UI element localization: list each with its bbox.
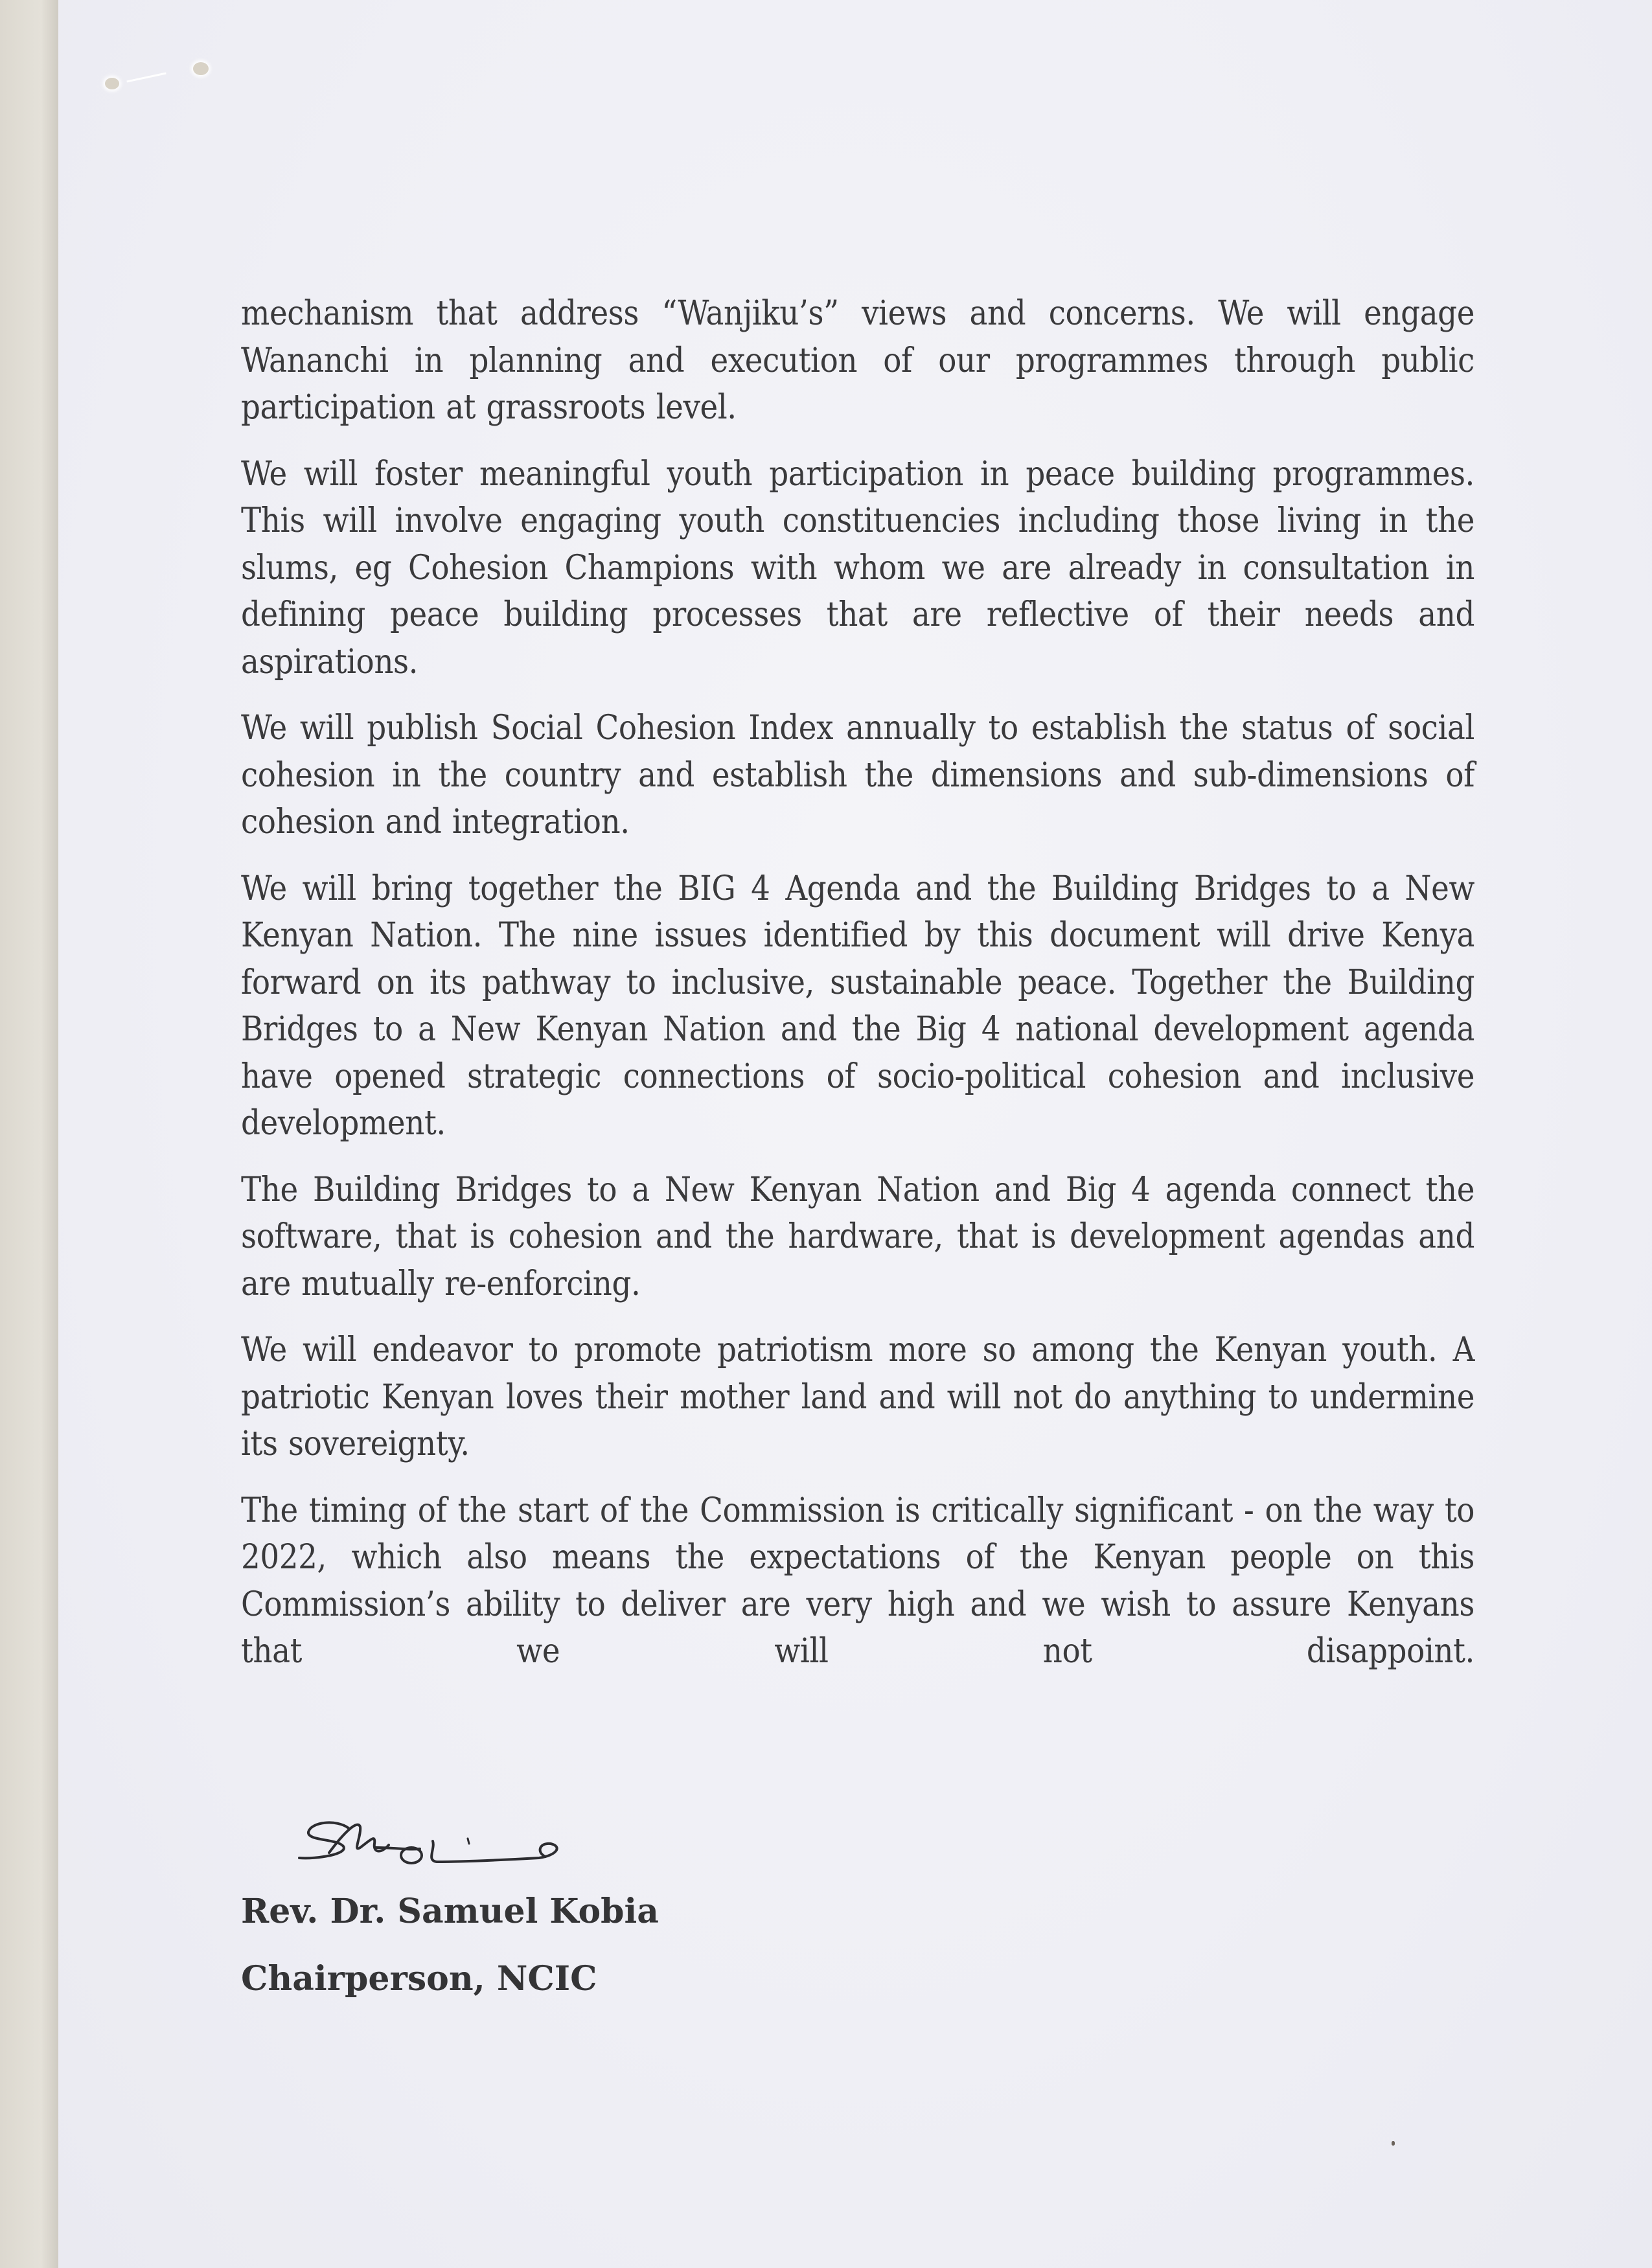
- paragraph-youth-participation: We will foster meaningful youth participation in peace building programmes. This will involve engaging youth constituencies including those living in the slums, eg Cohesion Champions with whom we are already in consultation in defining peace building processes that are reflective of their needs and aspirations.: [241, 454, 1474, 682]
- signer-name: Rev. Dr. Samuel Kobia: [241, 1892, 659, 1931]
- scanner-edge: [0, 0, 58, 2268]
- scan-speck: [1392, 2141, 1395, 2146]
- paragraph-timing: The timing of the start of the Commission is critically significant - on the way to 2022, which also means the expectations of the Kenyan people on this Commission’s ability to deliver are very high and we wish to assure Kenyans that we will not disappoint.: [241, 1491, 1474, 1671]
- signer-title: Chairperson, NCIC: [241, 1959, 597, 1999]
- staple-hole-icon: [105, 78, 119, 89]
- handwritten-signature-icon: [298, 1807, 687, 1879]
- paragraph-big4-bbi: We will bring together the BIG 4 Agenda and the Building Bridges to a New Kenyan Nation. The nine issues identified by this document will drive Kenya forward on its pathway to inclusive, sustainable peace. Together the Building Bridges to a New Kenyan Nation and the Big 4 national development agenda have opened strategic connections of socio-political cohesion and inclusive development.: [241, 869, 1474, 1143]
- paragraph-patriotism: We will endeavor to promote patriotism more so among the Kenyan youth. A patriotic Kenyan loves their mother land and will not do anything to undermine its sovereignty.: [241, 1331, 1474, 1463]
- letter-body: [241, 290, 1474, 1695]
- paragraph-cohesion-index: We will publish Social Cohesion Index annually to establish the status of social cohesion in the country and establish the dimensions and sub-dimensions of cohesion and integration.: [241, 709, 1474, 842]
- paragraph-software-hardware: The Building Bridges to a New Kenyan Nation and Big 4 agenda connect the software, that is cohesion and the hardware, that is development agendas and are mutually re-enforcing.: [241, 1170, 1474, 1303]
- staple-hole-icon: [193, 62, 209, 75]
- paragraph-continuation: mechanism that address “Wanjiku’s” views and concerns. We will engage Wananchi in planning and execution of our programmes through public participation at grassroots level.: [241, 294, 1474, 427]
